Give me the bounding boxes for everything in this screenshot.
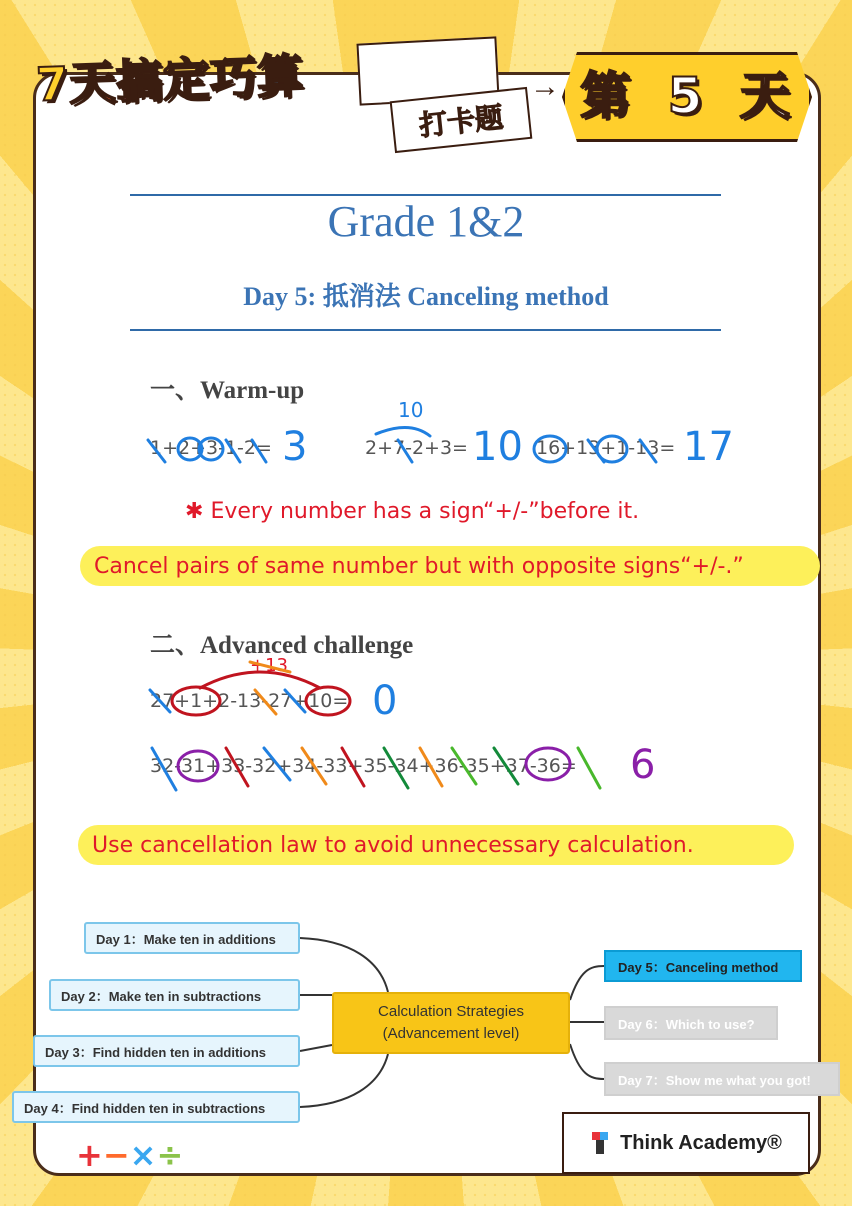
ink-slash [226,748,248,786]
ink-slash [152,748,176,790]
plus-icon: + [76,1136,103,1174]
connector-line [300,1054,388,1107]
mindmap-center-line-2: (Advancement level) [382,1025,520,1042]
ink-arc [200,672,320,688]
mindmap-center-line-1: Calculation Strategies [378,1003,524,1020]
mindmap-center [332,992,570,1054]
ink-slash [420,748,442,786]
ink-slash [640,440,656,462]
ink-slash [398,440,412,462]
ink-slash [252,440,266,462]
mindmap-day-4: Day 4：Find hidden ten in subtractions [12,1091,300,1123]
ink-circle [534,436,566,462]
banner-char: 搞 [115,53,165,109]
warmup-answer-3: 17 [683,424,734,470]
ink-slash [342,748,364,786]
law-note: Use cancellation law to avoid unnecessary calculation. [78,825,794,865]
mindmap-day-6: Day 6：Which to use? [604,1006,778,1040]
minus-icon: − [102,1136,130,1174]
ink-slash [494,748,518,784]
ink-circle [526,748,570,780]
connector-line [300,938,388,992]
ink-slash [578,748,600,788]
mindmap-day-7: Day 7：Show me what you got! [604,1062,840,1096]
advanced-problem-2: 32-31+33-32+34-33+35-34+36-35+37-36= [150,755,577,777]
ink-slash [150,690,170,712]
warmup-heading: 一、Warm-up [150,377,305,404]
arrow-decoration-icon: → [530,70,560,103]
mindmap-day-5: Day 5：Canceling method [604,950,802,982]
ink-slash [588,440,604,462]
divide-icon: ÷ [156,1136,184,1174]
ink-strike [250,662,290,672]
advanced-answer-2: 6 [630,742,656,788]
math-ops-decoration [76,1136,183,1174]
warmup-answer-1: 3 [282,424,308,470]
ink-circle [178,751,218,781]
banner-char: 巧 [209,49,259,106]
ink-slash [226,440,240,462]
connector-line [570,1044,604,1079]
grade-title: Grade 1&2 [327,197,525,246]
warmup-answer-2: 10 [472,424,523,470]
times-icon: × [129,1136,157,1174]
ink-slash [384,748,408,788]
daka-label: 打卡题 [390,87,533,153]
mindmap-day-3: Day 3：Find hidden ten in additions [33,1035,300,1067]
ink-slash [148,440,165,462]
ink-slash [255,690,276,714]
advanced-answer-1: 0 [372,678,398,724]
ink-circle [306,687,350,715]
warmup-mark: 10 [398,398,424,422]
banner-char: 算 [256,48,305,104]
mindmap-day-2: Day 2：Make ten in subtractions [49,979,300,1011]
sign-note-text: Every number has a sign“+/-”before it. [210,499,640,524]
day-title: Day 5: 抵消法 Canceling method [243,282,609,311]
ink-arc [376,427,430,436]
ink-slash [264,748,290,780]
banner-char: 7 [35,56,71,112]
cancel-note: Cancel pairs of same number but with opposite signs“+/-.” [80,546,820,586]
warmup-problem-1: 1+2+3-1-2= [150,437,272,459]
ink-slash [452,748,476,784]
advanced-problem-1: 27+1+2-13-27+10= [150,690,349,712]
ink-slash [285,690,305,712]
connector-line [300,1045,332,1051]
logo-text: Think Academy® [620,1131,782,1154]
logo-icon [590,1130,612,1156]
think-academy-logo [562,1112,810,1174]
warmup-problem-3: 16+13+1-13= [536,437,676,459]
banner-char: 天 [68,54,118,111]
connector-line [570,966,604,1000]
day-badge: 第 5 天 [580,67,800,125]
ink-circle [172,687,220,715]
advanced-mark: +13 [250,655,288,676]
banner-char: 定 [162,51,212,108]
ink-slash [302,748,326,784]
sign-note: ✱ Every number has a sign“+/-”before it. [185,499,640,524]
mindmap-day-1: Day 1：Make ten in additions [84,922,300,954]
warmup-problem-2: 2+7-2+3= [365,437,468,459]
advanced-heading: 二、Advanced challenge [150,632,414,659]
